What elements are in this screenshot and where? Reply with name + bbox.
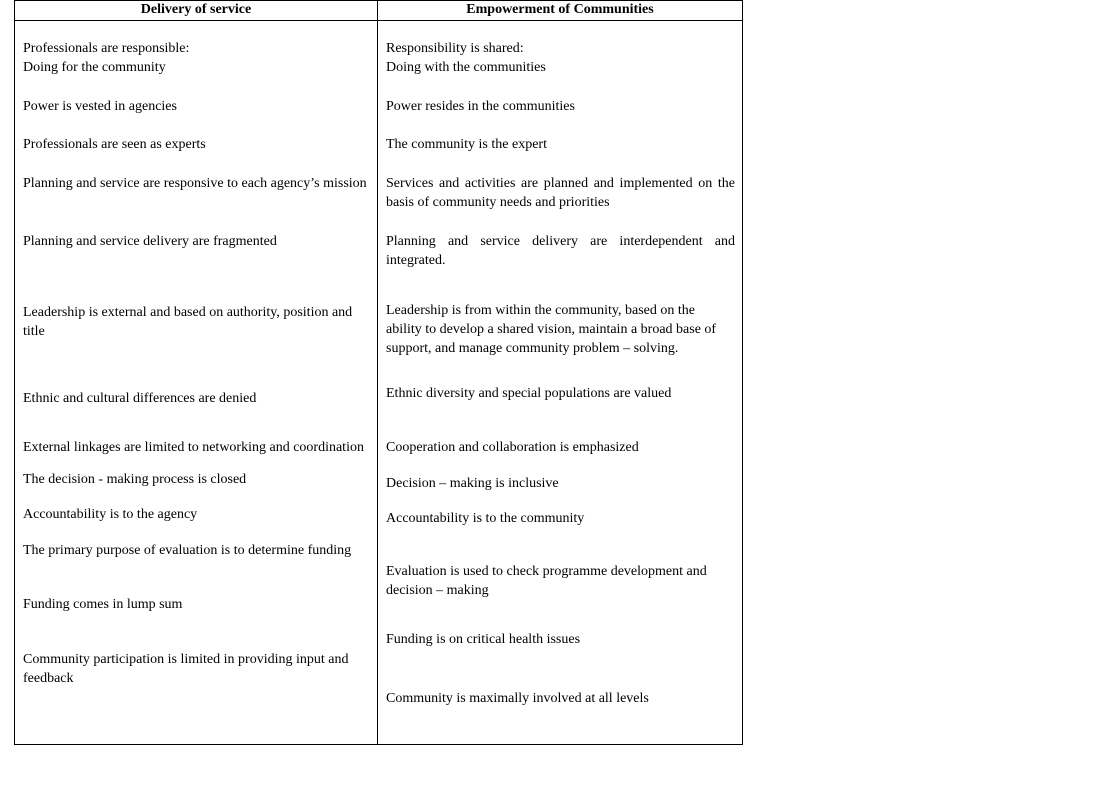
left-cell-10-line-1: Accountability is to the agency — [23, 507, 198, 522]
right-cell-3 — [386, 135, 735, 154]
header-delivery-of-service: Delivery of service — [140, 2, 252, 17]
left-cell-13-line-2: feedback — [23, 671, 74, 686]
right-cell-1-line-2: Doing with the communities — [386, 60, 546, 75]
right-cell-11 — [386, 562, 735, 600]
header-rule — [15, 20, 742, 21]
left-cell-11 — [23, 541, 373, 560]
right-cell-2-line-1: Power resides in the communities — [386, 99, 575, 114]
left-cell-7-line-1: Ethnic and cultural differences are denied — [23, 391, 257, 406]
left-cell-8 — [23, 438, 373, 457]
right-cell-9 — [386, 474, 735, 493]
right-cell-1-line-1: Responsibility is shared: — [386, 41, 524, 56]
left-cell-2 — [23, 97, 373, 116]
left-cell-13 — [23, 650, 373, 688]
header-empowerment-of-communities: Empowerment of Communities — [466, 2, 654, 17]
right-cell-6-line-1: Leadership is from within the community, based on the — [386, 303, 695, 318]
right-cell-10 — [386, 509, 735, 528]
left-cell-12-line-1: Funding comes in lump sum — [23, 597, 183, 612]
left-cell-10 — [23, 505, 373, 524]
left-cell-1 — [23, 39, 373, 77]
left-cell-4-line-1: Planning and service are responsive to each agency’s mission — [23, 176, 367, 191]
left-cell-13-line-1: Community participation is limited in providing input and — [23, 652, 349, 667]
left-cell-6-line-2: title — [23, 324, 45, 339]
right-cell-13 — [386, 689, 735, 708]
right-cell-11-line-2: decision – making — [386, 583, 489, 598]
right-cell-9-line-1: Decision – making is inclusive — [386, 476, 559, 491]
column-divider — [377, 1, 378, 744]
right-cell-1 — [386, 39, 735, 77]
right-cell-6-line-3: support, and manage community problem – solving. — [386, 341, 679, 356]
right-cell-13-line-1: Community is maximally involved at all levels — [386, 691, 649, 706]
left-cell-7 — [23, 389, 373, 408]
left-cell-5-line-1: Planning and service delivery are fragmented — [23, 234, 277, 249]
left-cell-1-line-2: Doing for the community — [23, 60, 166, 75]
left-cell-3 — [23, 135, 373, 154]
right-cell-2 — [386, 97, 735, 116]
right-cell-12-line-1: Funding is on critical health issues — [386, 632, 581, 647]
left-cell-8-line-1: External linkages are limited to networking and coordination — [23, 440, 364, 455]
left-cell-11-line-1: The primary purpose of evaluation is to determine funding — [23, 543, 352, 558]
left-cell-5 — [23, 232, 373, 251]
right-cell-6-line-2: ability to develop a shared vision, maintain a broad base of — [386, 322, 717, 337]
right-cell-7-line-1: Ethnic diversity and special populations are valued — [386, 386, 672, 401]
right-cell-7 — [386, 384, 735, 403]
left-cell-4 — [23, 174, 373, 193]
left-cell-6 — [23, 303, 373, 341]
right-cell-12 — [386, 630, 735, 649]
right-cell-8-line-1: Cooperation and collaboration is emphasized — [386, 440, 639, 455]
left-cell-6-line-1: Leadership is external and based on authority, position and — [23, 305, 353, 320]
right-cell-8 — [386, 438, 735, 457]
left-cell-3-line-1: Professionals are seen as experts — [23, 137, 206, 152]
right-cell-6 — [386, 301, 735, 358]
right-cell-11-line-1: Evaluation is used to check programme development and — [386, 564, 707, 579]
left-cell-12 — [23, 595, 373, 614]
right-cell-10-line-1: Accountability is to the community — [386, 511, 585, 526]
comparison-table — [14, 0, 743, 745]
left-cell-9 — [23, 470, 373, 489]
right-cell-3-line-1: The community is the expert — [386, 137, 547, 152]
right-cell-4: Services and activities are planned and implemented on the basis of community needs and priorities — [386, 176, 735, 210]
right-cell-5: Planning and service delivery are interdependent and integrated. — [386, 234, 735, 268]
left-cell-1-line-1: Professionals are responsible: — [23, 41, 190, 56]
left-cell-2-line-1: Power is vested in agencies — [23, 99, 177, 114]
left-cell-9-line-1: The decision - making process is closed — [23, 472, 247, 487]
